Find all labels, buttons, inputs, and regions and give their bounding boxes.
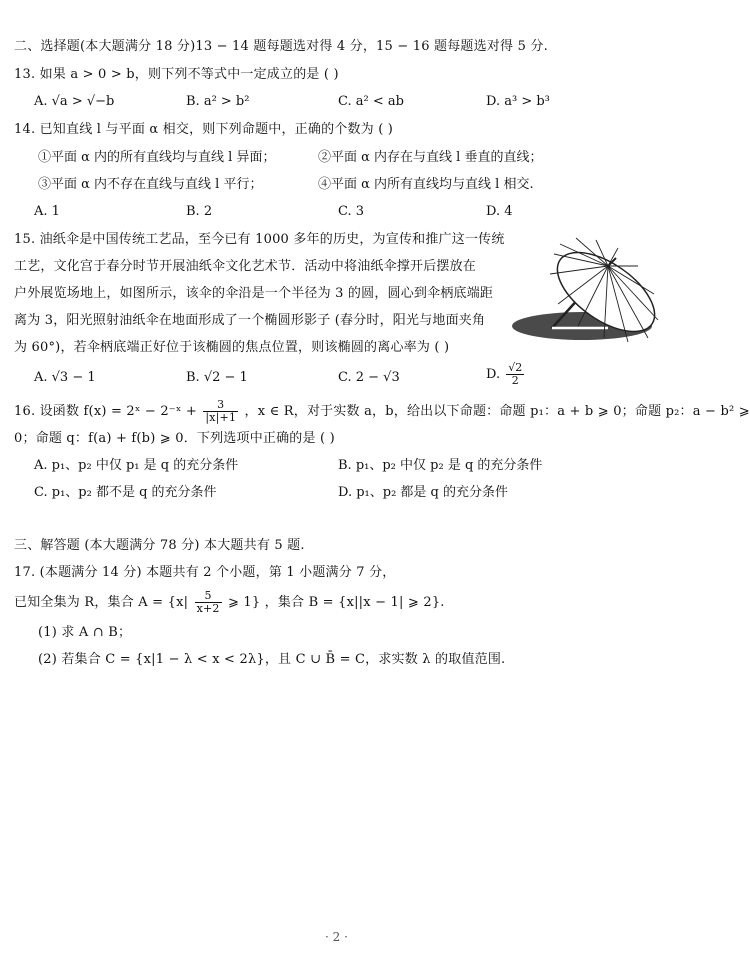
q15-line-2: 工艺，文化宫于春分时节开展油纸伞文化艺术节．活动中将油纸伞撑开后摆放在 <box>14 259 477 274</box>
q14-option-a: A. 1 <box>34 204 60 219</box>
q17-set-a-fraction <box>195 590 222 615</box>
q14-option-b: B. 2 <box>186 204 213 219</box>
q15-option-d-label: D. <box>486 367 501 382</box>
q15-option-c: C. 2 − √3 <box>338 370 400 385</box>
q17-sets <box>14 590 445 616</box>
q14-statement-2: ②平面 α 内存在与直线 l 垂直的直线； <box>318 150 543 165</box>
q16-fraction-denominator: |x|+1 <box>205 411 237 424</box>
q16-fraction <box>203 399 238 424</box>
q15-line-3: 户外展览场地上，如图所示，该伞的伞沿是一个半径为 3 的圆，圆心到伞柄底端距 <box>14 286 494 301</box>
q16-line-1 <box>14 399 750 424</box>
q17-part-1: (1) 求 A ∩ B； <box>38 625 132 640</box>
q15-option-a: A. √3 − 1 <box>34 370 96 385</box>
q17-part-2: (2) 若集合 C = {x|1 − λ < x < 2λ}，且 C ∪ B̄ = C，求实数 λ 的取值范围. <box>38 652 506 667</box>
q16-prefix: 16. 设函数 f(x) = 2ˣ − 2⁻ˣ + <box>14 404 197 419</box>
q16-option-c: C. p₁、p₂ 都不是 q 的充分条件 <box>34 485 217 500</box>
page-number: · 2 · <box>325 930 348 944</box>
q17-set-a-numerator: 5 <box>195 590 222 603</box>
q13-option-a: A. √a > √−b <box>34 94 115 109</box>
q17-set-prefix: 已知全集为 R，集合 A = <box>14 595 164 610</box>
q15-line-4: 离为 3，阳光照射油纸伞在地面形成了一个椭圆形影子 (春分时，阳光与地面夹角 <box>14 313 486 328</box>
q14-option-c: C. 3 <box>338 204 365 219</box>
q14-statement-4: ④平面 α 内所有直线均与直线 l 相交. <box>318 177 534 192</box>
q14-option-d: D. 4 <box>486 204 513 219</box>
section2-heading: 二、选择题(本大题满分 18 分)13 − 14 题每题选对得 4 分，15 − 16 题每题选对得 5 分. <box>14 39 548 54</box>
q13-option-d: D. a³ > b³ <box>486 94 550 109</box>
q14-statement-3: ③平面 α 内不存在直线与直线 l 平行； <box>38 177 263 192</box>
q17-set-b: ，集合 B = {x||x − 1| ⩾ 2}. <box>264 595 445 610</box>
q16-option-b: B. p₁、p₂ 中仅 p₂ 是 q 的充分条件 <box>338 458 543 473</box>
q15-option-d-numerator: √2 <box>508 361 523 374</box>
q17-intro: 17. (本题满分 14 分) 本题共有 2 个小题，第 1 小题满分 7 分， <box>14 565 396 580</box>
q16-option-d: D. p₁、p₂ 都是 q 的充分条件 <box>338 485 509 500</box>
q17-set-a-open: {x| <box>167 595 189 610</box>
q13-option-b: B. a² > b² <box>186 94 250 109</box>
umbrella-figure <box>508 230 668 360</box>
q15-line-5: 为 60°)，若伞柄底端正好位于该椭圆的焦点位置，则该椭圆的离心率为 ( ) <box>14 340 450 355</box>
q15-option-b: B. √2 − 1 <box>186 370 248 385</box>
section3-heading: 三、解答题 (本大题满分 78 分) 本大题共有 5 题. <box>14 538 305 553</box>
q15-option-d-fraction <box>506 362 524 387</box>
q17-set-a-close: ⩾ 1} <box>227 595 261 610</box>
q17-set-a-denominator: x+2 <box>196 602 220 615</box>
q15-option-d <box>486 362 526 387</box>
q16-suffix: ，x ∈ R，对于实数 a，b，给出以下命题：命题 p₁：a + b ⩾ 0；命题 p₂：a − b² ⩾ <box>244 404 750 419</box>
q15-line-1: 15. 油纸伞是中国传统工艺品，至今已有 1000 多年的历史，为宣传和推广这一传统 <box>14 232 505 247</box>
q13-option-c: C. a² < ab <box>338 94 404 109</box>
q15-option-d-denominator: 2 <box>511 374 519 387</box>
q14-statement-1: ①平面 α 内的所有直线均与直线 l 异面； <box>38 150 276 165</box>
q14-stem: 14. 已知直线 l 与平面 α 相交，则下列命题中，正确的个数为 ( ) <box>14 122 394 137</box>
q16-fraction-numerator: 3 <box>203 399 238 412</box>
q16-option-a: A. p₁、p₂ 中仅 p₁ 是 q 的充分条件 <box>34 458 239 473</box>
q16-line-2: 0；命题 q：f(a) + f(b) ⩾ 0．下列选项中正确的是 ( ) <box>14 431 335 446</box>
q13-stem: 13. 如果 a > 0 > b，则下列不等式中一定成立的是 ( ) <box>14 67 339 82</box>
